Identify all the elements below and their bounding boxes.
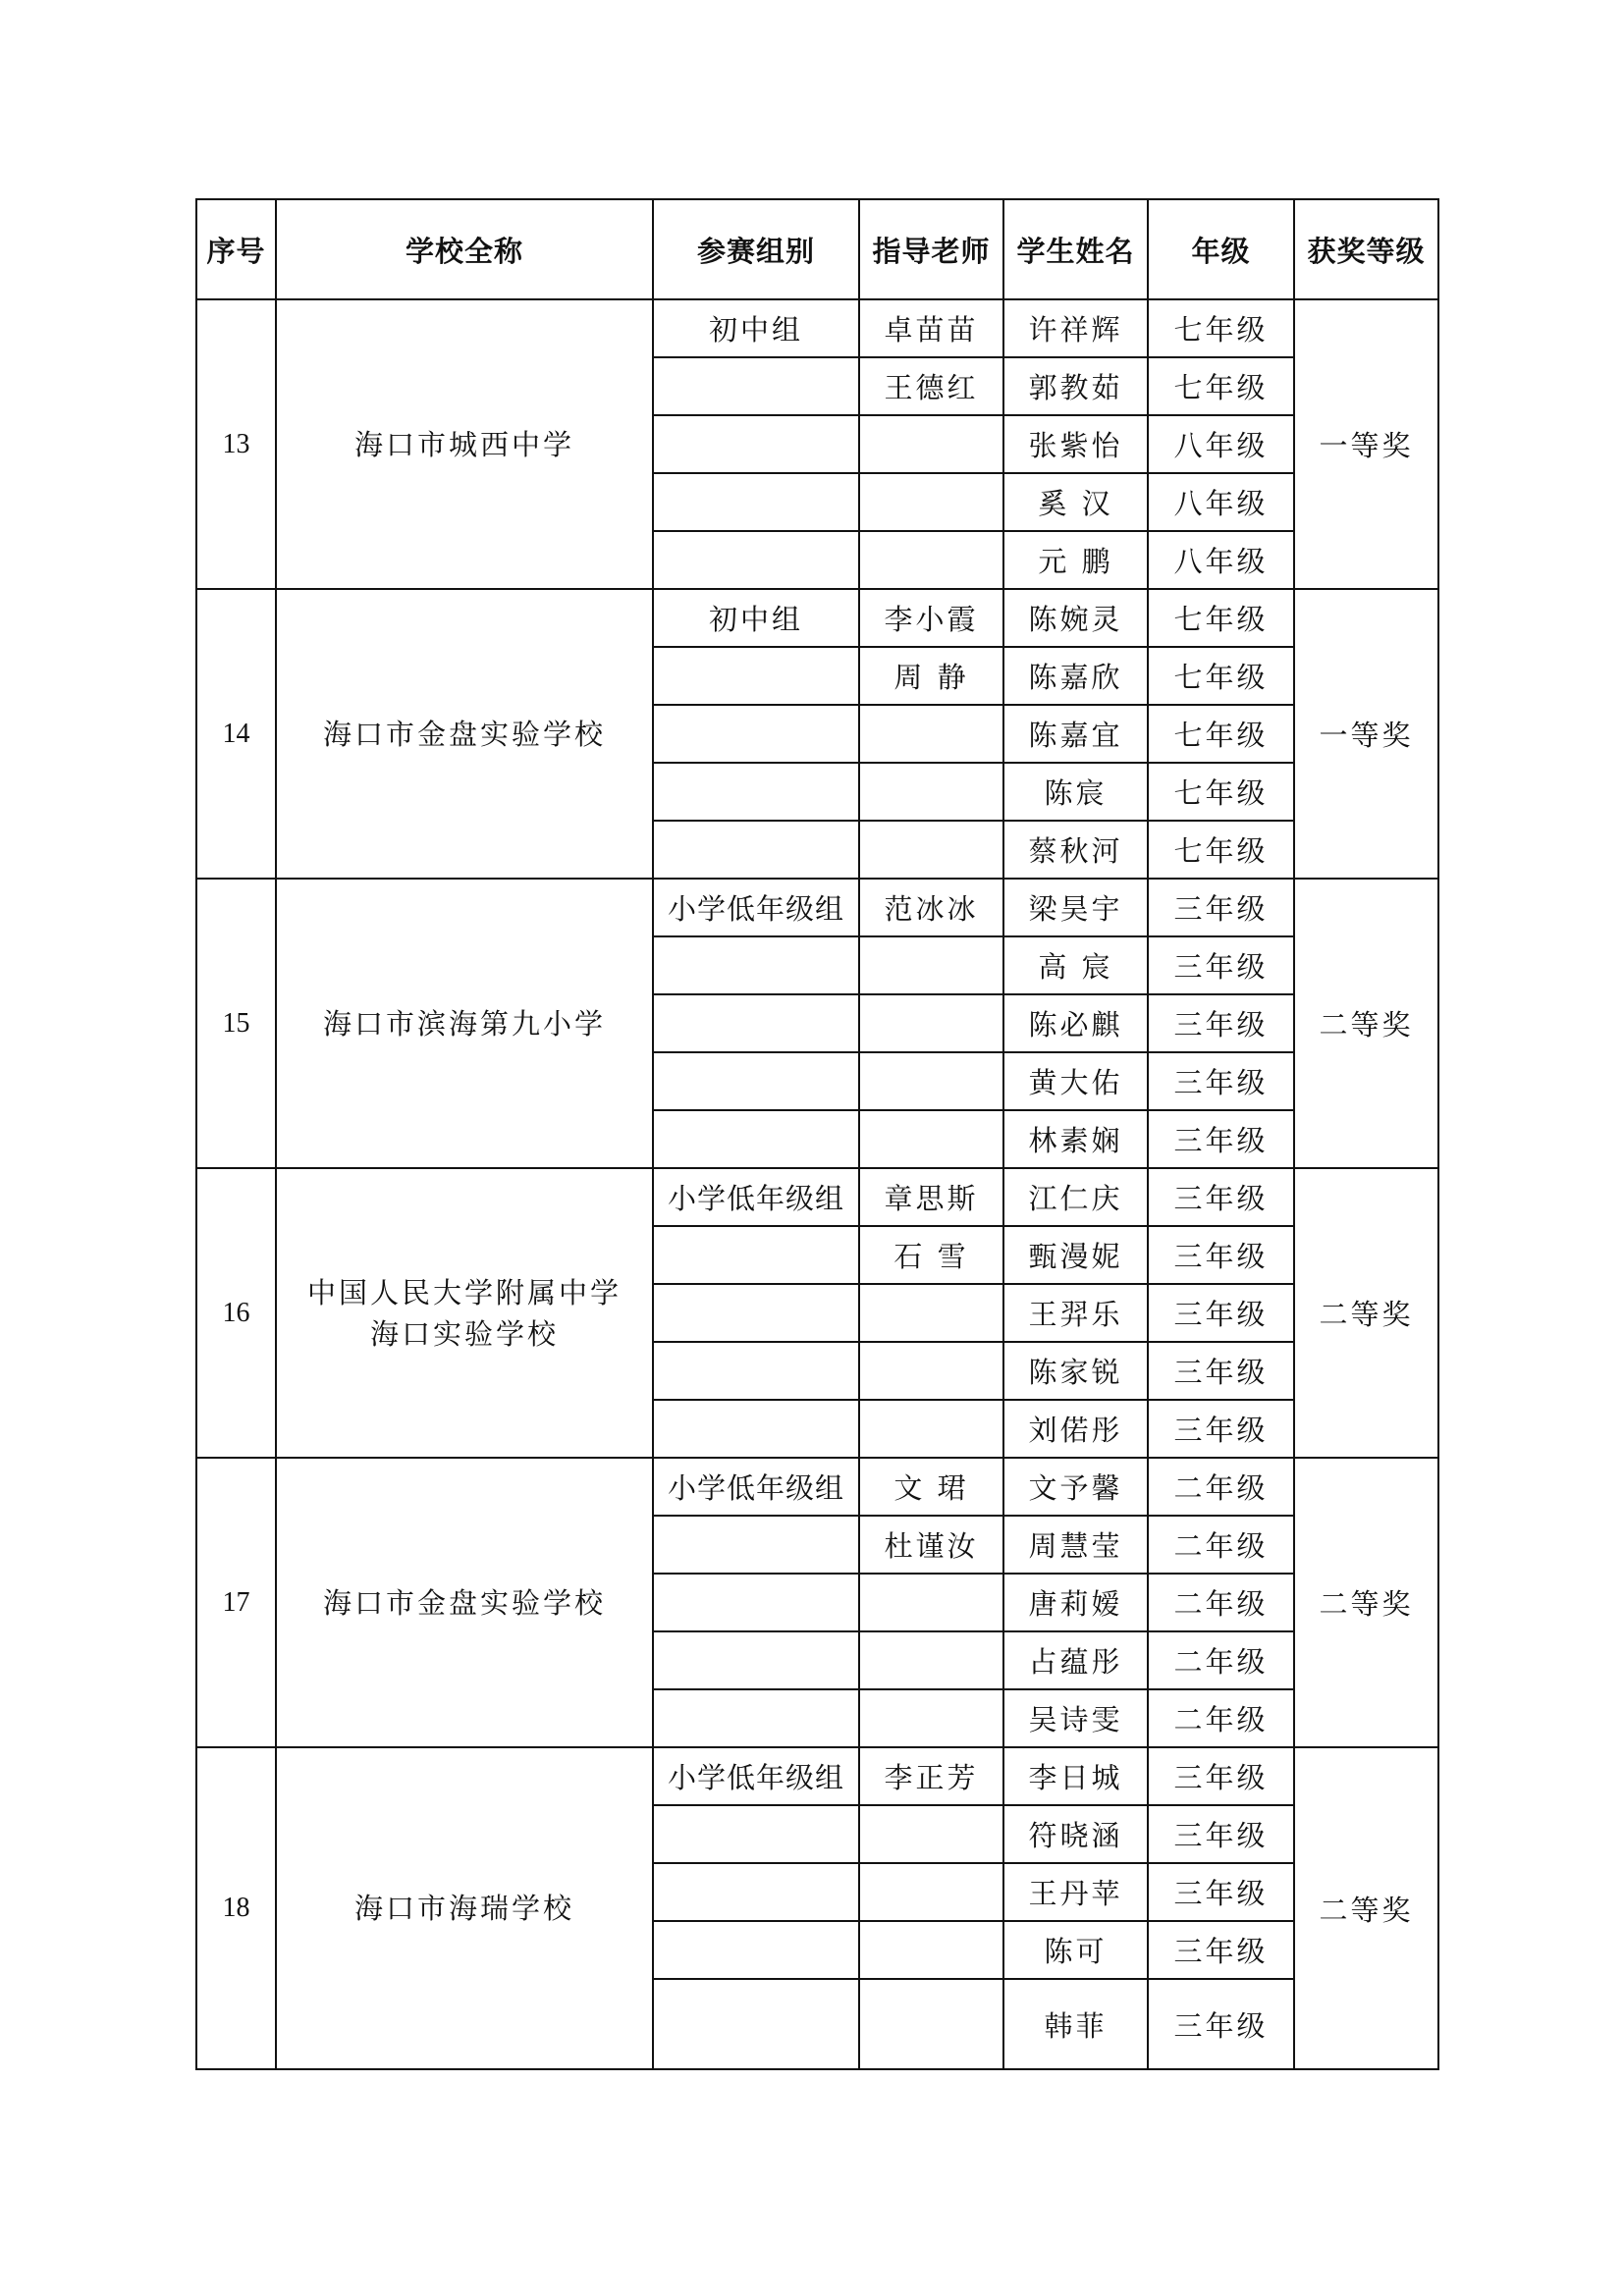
seq-cell: 16 <box>196 1168 276 1458</box>
grade-cell: 三年级 <box>1148 1747 1294 1805</box>
teacher-cell: 王德红 <box>859 357 1003 415</box>
group-cell <box>653 1979 859 2069</box>
student-cell: 陈婉灵 <box>1003 589 1148 647</box>
group-cell <box>653 357 859 415</box>
student-cell: 林素娴 <box>1003 1110 1148 1168</box>
group-cell <box>653 936 859 994</box>
table-row <box>196 1168 1438 1226</box>
group-cell: 小学低年级组 <box>653 879 859 936</box>
student-cell: 占蕴彤 <box>1003 1631 1148 1689</box>
grade-cell: 二年级 <box>1148 1458 1294 1516</box>
grade-cell: 三年级 <box>1148 1226 1294 1284</box>
group-cell <box>653 1284 859 1342</box>
award-cell: 二等奖 <box>1294 879 1438 1168</box>
teacher-cell <box>859 936 1003 994</box>
group-cell <box>653 1110 859 1168</box>
group-cell: 初中组 <box>653 299 859 357</box>
group-cell <box>653 415 859 473</box>
award-cell: 二等奖 <box>1294 1458 1438 1747</box>
school-name-line: 海口市金盘实验学校 <box>322 1585 606 1620</box>
table-row <box>196 1747 1438 1805</box>
student-cell: 陈嘉欣 <box>1003 647 1148 705</box>
seq-cell: 15 <box>196 879 276 1168</box>
student-cell: 陈宸 <box>1003 763 1148 821</box>
student-cell: 唐莉嫒 <box>1003 1574 1148 1631</box>
school-cell <box>276 1458 653 1747</box>
student-cell: 王丹苹 <box>1003 1863 1148 1921</box>
grade-cell: 三年级 <box>1148 1168 1294 1226</box>
seq-cell: 17 <box>196 1458 276 1747</box>
grade-cell: 七年级 <box>1148 299 1294 357</box>
header-seq: 序号 <box>196 199 276 299</box>
table-row <box>196 879 1438 936</box>
grade-cell: 八年级 <box>1148 415 1294 473</box>
header-grade: 年级 <box>1148 199 1294 299</box>
group-cell: 小学低年级组 <box>653 1168 859 1226</box>
teacher-cell: 范冰冰 <box>859 879 1003 936</box>
school-name-line: 海口市滨海第九小学 <box>322 1006 606 1041</box>
student-cell: 张紫怡 <box>1003 415 1148 473</box>
grade-cell: 三年级 <box>1148 1805 1294 1863</box>
group-cell <box>653 1052 859 1110</box>
grade-cell: 三年级 <box>1148 1979 1294 2069</box>
student-cell: 郭教茹 <box>1003 357 1148 415</box>
teacher-cell <box>859 1921 1003 1979</box>
grade-cell: 七年级 <box>1148 763 1294 821</box>
student-cell: 陈必麒 <box>1003 994 1148 1052</box>
award-table <box>195 198 1439 2070</box>
teacher-cell <box>859 994 1003 1052</box>
school-name-line: 中国人民大学附属中学 <box>306 1275 622 1309</box>
teacher-cell <box>859 1342 1003 1400</box>
school-name-line: 海口实验学校 <box>369 1316 559 1351</box>
school-cell <box>276 589 653 879</box>
teacher-cell: 杜谨汝 <box>859 1516 1003 1574</box>
grade-cell: 三年级 <box>1148 1400 1294 1458</box>
grade-cell: 三年级 <box>1148 1110 1294 1168</box>
grade-cell: 三年级 <box>1148 1284 1294 1342</box>
header-teacher: 指导老师 <box>859 199 1003 299</box>
grade-cell: 三年级 <box>1148 879 1294 936</box>
group-cell <box>653 763 859 821</box>
header-row <box>196 199 1438 299</box>
grade-cell: 七年级 <box>1148 589 1294 647</box>
school-cell <box>276 1168 653 1458</box>
teacher-cell <box>859 531 1003 589</box>
grade-cell: 三年级 <box>1148 1342 1294 1400</box>
teacher-cell <box>859 1110 1003 1168</box>
group-cell <box>653 647 859 705</box>
group-cell: 小学低年级组 <box>653 1747 859 1805</box>
grade-cell: 二年级 <box>1148 1574 1294 1631</box>
grade-cell: 二年级 <box>1148 1631 1294 1689</box>
student-cell: 韩菲 <box>1003 1979 1148 2069</box>
grade-cell: 八年级 <box>1148 531 1294 589</box>
award-cell: 一等奖 <box>1294 299 1438 589</box>
grade-cell: 三年级 <box>1148 994 1294 1052</box>
table-body <box>196 299 1438 2069</box>
grade-cell: 三年级 <box>1148 1921 1294 1979</box>
teacher-cell <box>859 1400 1003 1458</box>
grade-cell: 三年级 <box>1148 1052 1294 1110</box>
seq-cell: 14 <box>196 589 276 879</box>
teacher-cell <box>859 1979 1003 2069</box>
student-cell: 黄大佑 <box>1003 1052 1148 1110</box>
student-cell: 王羿乐 <box>1003 1284 1148 1342</box>
table-row <box>196 1458 1438 1516</box>
group-cell <box>653 1863 859 1921</box>
student-cell: 符晓涵 <box>1003 1805 1148 1863</box>
school-cell <box>276 879 653 1168</box>
school-name-line: 海口市城西中学 <box>353 427 574 461</box>
student-cell: 陈嘉宜 <box>1003 705 1148 763</box>
header-award: 获奖等级 <box>1294 199 1438 299</box>
group-cell <box>653 1631 859 1689</box>
student-cell: 文予馨 <box>1003 1458 1148 1516</box>
group-cell <box>653 821 859 879</box>
student-cell: 甄漫妮 <box>1003 1226 1148 1284</box>
teacher-cell: 卓苗苗 <box>859 299 1003 357</box>
group-cell <box>653 531 859 589</box>
group-cell <box>653 705 859 763</box>
student-cell: 许祥辉 <box>1003 299 1148 357</box>
teacher-cell: 李正芳 <box>859 1747 1003 1805</box>
award-cell: 二等奖 <box>1294 1168 1438 1458</box>
group-cell <box>653 994 859 1052</box>
grade-cell: 三年级 <box>1148 936 1294 994</box>
student-cell: 奚 汉 <box>1003 473 1148 531</box>
student-cell: 高 宸 <box>1003 936 1148 994</box>
school-name-line: 海口市金盘实验学校 <box>322 717 606 751</box>
teacher-cell <box>859 1284 1003 1342</box>
school-cell <box>276 1747 653 2069</box>
teacher-cell <box>859 415 1003 473</box>
group-cell <box>653 1516 859 1574</box>
teacher-cell <box>859 1805 1003 1863</box>
student-cell: 陈可 <box>1003 1921 1148 1979</box>
grade-cell: 七年级 <box>1148 705 1294 763</box>
student-cell: 吴诗雯 <box>1003 1689 1148 1747</box>
student-cell: 周慧莹 <box>1003 1516 1148 1574</box>
group-cell <box>653 1400 859 1458</box>
award-cell: 二等奖 <box>1294 1747 1438 2069</box>
table-row <box>196 299 1438 357</box>
teacher-cell <box>859 1631 1003 1689</box>
seq-cell: 13 <box>196 299 276 589</box>
group-cell: 初中组 <box>653 589 859 647</box>
school-cell <box>276 299 653 589</box>
group-cell <box>653 1805 859 1863</box>
group-cell <box>653 1689 859 1747</box>
teacher-cell <box>859 821 1003 879</box>
teacher-cell <box>859 473 1003 531</box>
group-cell <box>653 1921 859 1979</box>
teacher-cell <box>859 705 1003 763</box>
group-cell <box>653 1226 859 1284</box>
school-name-line: 海口市海瑞学校 <box>353 1892 574 1925</box>
teacher-cell: 李小霞 <box>859 589 1003 647</box>
group-cell <box>653 473 859 531</box>
grade-cell: 二年级 <box>1148 1516 1294 1574</box>
teacher-cell <box>859 1689 1003 1747</box>
student-cell: 刘偌彤 <box>1003 1400 1148 1458</box>
group-cell: 小学低年级组 <box>653 1458 859 1516</box>
teacher-cell <box>859 1574 1003 1631</box>
table-row <box>196 589 1438 647</box>
grade-cell: 三年级 <box>1148 1863 1294 1921</box>
teacher-cell: 石 雪 <box>859 1226 1003 1284</box>
seq-cell: 18 <box>196 1747 276 2069</box>
teacher-cell: 周 静 <box>859 647 1003 705</box>
group-cell <box>653 1342 859 1400</box>
student-cell: 梁昊宇 <box>1003 879 1148 936</box>
student-cell: 江仁庆 <box>1003 1168 1148 1226</box>
header-group: 参赛组别 <box>653 199 859 299</box>
grade-cell: 七年级 <box>1148 647 1294 705</box>
student-cell: 蔡秋河 <box>1003 821 1148 879</box>
teacher-cell <box>859 1052 1003 1110</box>
grade-cell: 二年级 <box>1148 1689 1294 1747</box>
teacher-cell <box>859 1863 1003 1921</box>
award-cell: 一等奖 <box>1294 589 1438 879</box>
group-cell <box>653 1574 859 1631</box>
header-school: 学校全称 <box>276 199 653 299</box>
student-cell: 陈家锐 <box>1003 1342 1148 1400</box>
student-cell: 元 鹏 <box>1003 531 1148 589</box>
grade-cell: 七年级 <box>1148 821 1294 879</box>
teacher-cell: 章思斯 <box>859 1168 1003 1226</box>
teacher-cell: 文 珺 <box>859 1458 1003 1516</box>
grade-cell: 八年级 <box>1148 473 1294 531</box>
teacher-cell <box>859 763 1003 821</box>
grade-cell: 七年级 <box>1148 357 1294 415</box>
student-cell: 李日城 <box>1003 1747 1148 1805</box>
header-student: 学生姓名 <box>1003 199 1148 299</box>
